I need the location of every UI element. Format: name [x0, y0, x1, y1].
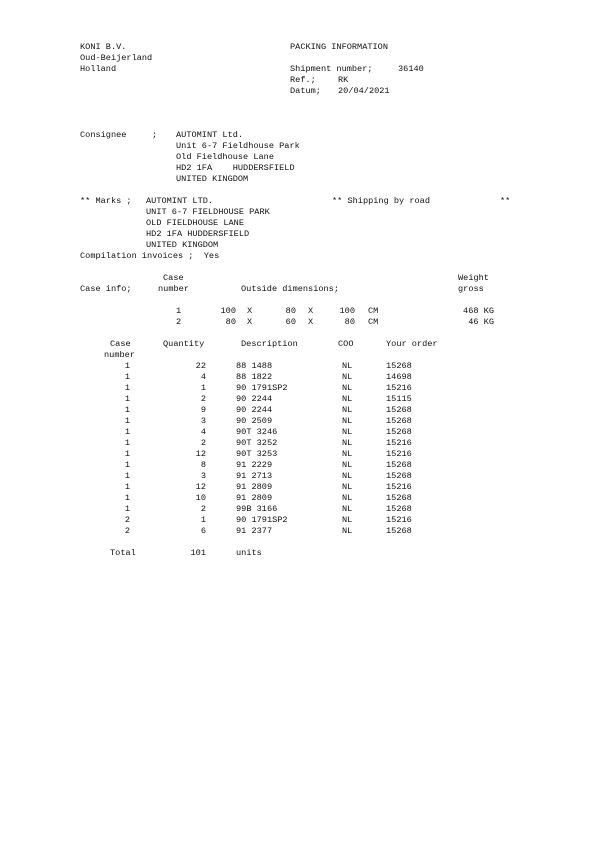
item-coo: NL — [342, 438, 353, 448]
item-description: 90T 3246 — [236, 427, 278, 437]
dimension-separator: X — [308, 317, 314, 327]
description-header: Description — [241, 339, 298, 349]
shipping-method-end: ** — [500, 196, 511, 206]
marks-line: AUTOMINT LTD. — [146, 196, 214, 206]
item-quantity: 8 — [200, 460, 206, 470]
item-quantity: 3 — [200, 471, 206, 481]
item-case: 2 — [124, 526, 130, 536]
item-case: 1 — [124, 438, 130, 448]
dimension-separator: X — [308, 306, 314, 316]
item-quantity: 9 — [200, 405, 206, 415]
item-quantity: 1 — [200, 383, 206, 393]
marks-line: HD2 1FA HUDDERSFIELD — [146, 229, 250, 239]
item-quantity: 6 — [200, 526, 206, 536]
quantity-header: Quantity — [163, 339, 205, 349]
case-height: 80 — [344, 317, 355, 327]
case-height: 100 — [339, 306, 355, 316]
item-order: 15216 — [386, 482, 412, 492]
date-label: Datum; — [290, 86, 321, 96]
item-case: 1 — [124, 361, 130, 371]
item-order: 15268 — [386, 460, 412, 470]
item-quantity: 22 — [195, 361, 206, 371]
item-quantity: 12 — [195, 482, 206, 492]
date-value: 20/04/2021 — [338, 86, 390, 96]
item-quantity: 2 — [200, 394, 206, 404]
item-description: 90T 3252 — [236, 438, 278, 448]
items-case-number-header: number — [104, 350, 135, 360]
your-order-header: Your order — [386, 339, 438, 349]
case-width: 80 — [285, 306, 296, 316]
item-coo: NL — [342, 372, 353, 382]
consignee-line: Old Fieldhouse Lane — [176, 152, 274, 162]
item-quantity: 10 — [195, 493, 206, 503]
item-description: 90 2244 — [236, 394, 273, 404]
dimension-unit: CM — [368, 306, 379, 316]
item-coo: NL — [342, 504, 353, 514]
item-coo: NL — [342, 416, 353, 426]
item-coo: NL — [342, 482, 353, 492]
item-coo: NL — [342, 460, 353, 470]
dimension-separator: X — [247, 306, 253, 316]
shipment-number-value: 36140 — [398, 64, 424, 74]
dimension-unit: CM — [368, 317, 379, 327]
item-quantity: 12 — [195, 449, 206, 459]
shipping-method: ** Shipping by road — [332, 196, 430, 206]
item-order: 15268 — [386, 416, 412, 426]
case-header: Case — [163, 273, 184, 283]
company-country: Holland — [80, 64, 117, 74]
item-case: 1 — [124, 394, 130, 404]
case-width: 60 — [285, 317, 296, 327]
item-order: 15268 — [386, 493, 412, 503]
item-case: 1 — [124, 471, 130, 481]
item-case: 1 — [124, 416, 130, 426]
shipment-number-label: Shipment number; — [290, 64, 373, 74]
outside-dimensions-header: Outside dimensions; — [241, 284, 339, 294]
item-order: 15216 — [386, 438, 412, 448]
item-description: 90 2509 — [236, 416, 273, 426]
item-case: 1 — [124, 372, 130, 382]
coo-header: COO — [338, 339, 354, 349]
case-info-label: Case info; — [80, 284, 132, 294]
case-number: 2 — [176, 317, 182, 327]
item-coo: NL — [342, 383, 353, 393]
case-length: 80 — [225, 317, 236, 327]
marks-label: ** Marks ; — [80, 196, 132, 206]
company-city: Oud-Beijerland — [80, 53, 153, 63]
reference-value: RK — [338, 75, 349, 85]
company-name: KONI B.V. — [80, 42, 127, 52]
item-order: 15268 — [386, 405, 412, 415]
item-case: 1 — [124, 482, 130, 492]
item-case: 1 — [124, 460, 130, 470]
item-coo: NL — [342, 515, 353, 525]
item-quantity: 3 — [200, 416, 206, 426]
item-case: 1 — [124, 449, 130, 459]
marks-line: UNITED KINGDOM — [146, 240, 219, 250]
case-weight: 46 KG — [468, 317, 494, 327]
item-coo: NL — [342, 405, 353, 415]
marks-line: UNIT 6-7 FIELDHOUSE PARK — [146, 207, 270, 217]
consignee-line: AUTOMINT Ltd. — [176, 130, 244, 140]
marks-line: OLD FIELDHOUSE LANE — [146, 218, 244, 228]
total-units: units — [236, 548, 262, 558]
consignee-line: Unit 6-7 Fieldhouse Park — [176, 141, 300, 151]
item-quantity: 4 — [200, 372, 206, 382]
case-weight: 468 KG — [463, 306, 494, 316]
item-quantity: 2 — [200, 504, 206, 514]
weight-header: Weight — [458, 273, 489, 283]
item-coo: NL — [342, 361, 353, 371]
case-length: 100 — [220, 306, 236, 316]
item-quantity: 1 — [200, 515, 206, 525]
item-case: 1 — [124, 405, 130, 415]
dimension-separator: X — [247, 317, 253, 327]
reference-label: Ref.; — [290, 75, 316, 85]
items-case-header: Case — [110, 339, 131, 349]
consignee-line: HD2 1FA HUDDERSFIELD — [176, 163, 295, 173]
item-order: 15268 — [386, 471, 412, 481]
item-order: 15216 — [386, 449, 412, 459]
item-coo: NL — [342, 394, 353, 404]
item-description: 91 2229 — [236, 460, 273, 470]
item-description: 91 2809 — [236, 493, 273, 503]
item-order: 15268 — [386, 361, 412, 371]
case-number-header: number — [158, 284, 189, 294]
item-description: 88 1822 — [236, 372, 273, 382]
item-case: 1 — [124, 493, 130, 503]
item-description: 90T 3253 — [236, 449, 278, 459]
consignee-label: Consignee — [80, 130, 127, 140]
item-quantity: 4 — [200, 427, 206, 437]
item-coo: NL — [342, 471, 353, 481]
consignee-separator: ; — [152, 130, 158, 140]
gross-header: gross — [458, 284, 484, 294]
item-order: 15216 — [386, 383, 412, 393]
item-description: 91 2377 — [236, 526, 273, 536]
item-quantity: 2 — [200, 438, 206, 448]
item-order: 15115 — [386, 394, 412, 404]
item-description: 90 2244 — [236, 405, 273, 415]
total-label: Total — [110, 548, 136, 558]
total-quantity: 101 — [190, 548, 206, 558]
item-description: 99B 3166 — [236, 504, 278, 514]
case-number: 1 — [176, 306, 182, 316]
item-order: 14698 — [386, 372, 412, 382]
item-order: 15268 — [386, 526, 412, 536]
item-order: 15216 — [386, 515, 412, 525]
item-case: 2 — [124, 515, 130, 525]
item-case: 1 — [124, 383, 130, 393]
item-coo: NL — [342, 427, 353, 437]
item-description: 91 2713 — [236, 471, 273, 481]
item-description: 88 1488 — [236, 361, 273, 371]
document-title: PACKING INFORMATION — [290, 42, 388, 52]
item-coo: NL — [342, 493, 353, 503]
compilation-invoices: Compilation invoices ; Yes — [80, 251, 220, 261]
item-coo: NL — [342, 526, 353, 536]
item-description: 90 1791SP2 — [236, 515, 288, 525]
consignee-line: UNITED KINGDOM — [176, 174, 249, 184]
item-description: 90 1791SP2 — [236, 383, 288, 393]
item-case: 1 — [124, 427, 130, 437]
item-case: 1 — [124, 504, 130, 514]
item-order: 15268 — [386, 427, 412, 437]
item-coo: NL — [342, 449, 353, 459]
item-description: 91 2809 — [236, 482, 273, 492]
item-order: 15268 — [386, 504, 412, 514]
